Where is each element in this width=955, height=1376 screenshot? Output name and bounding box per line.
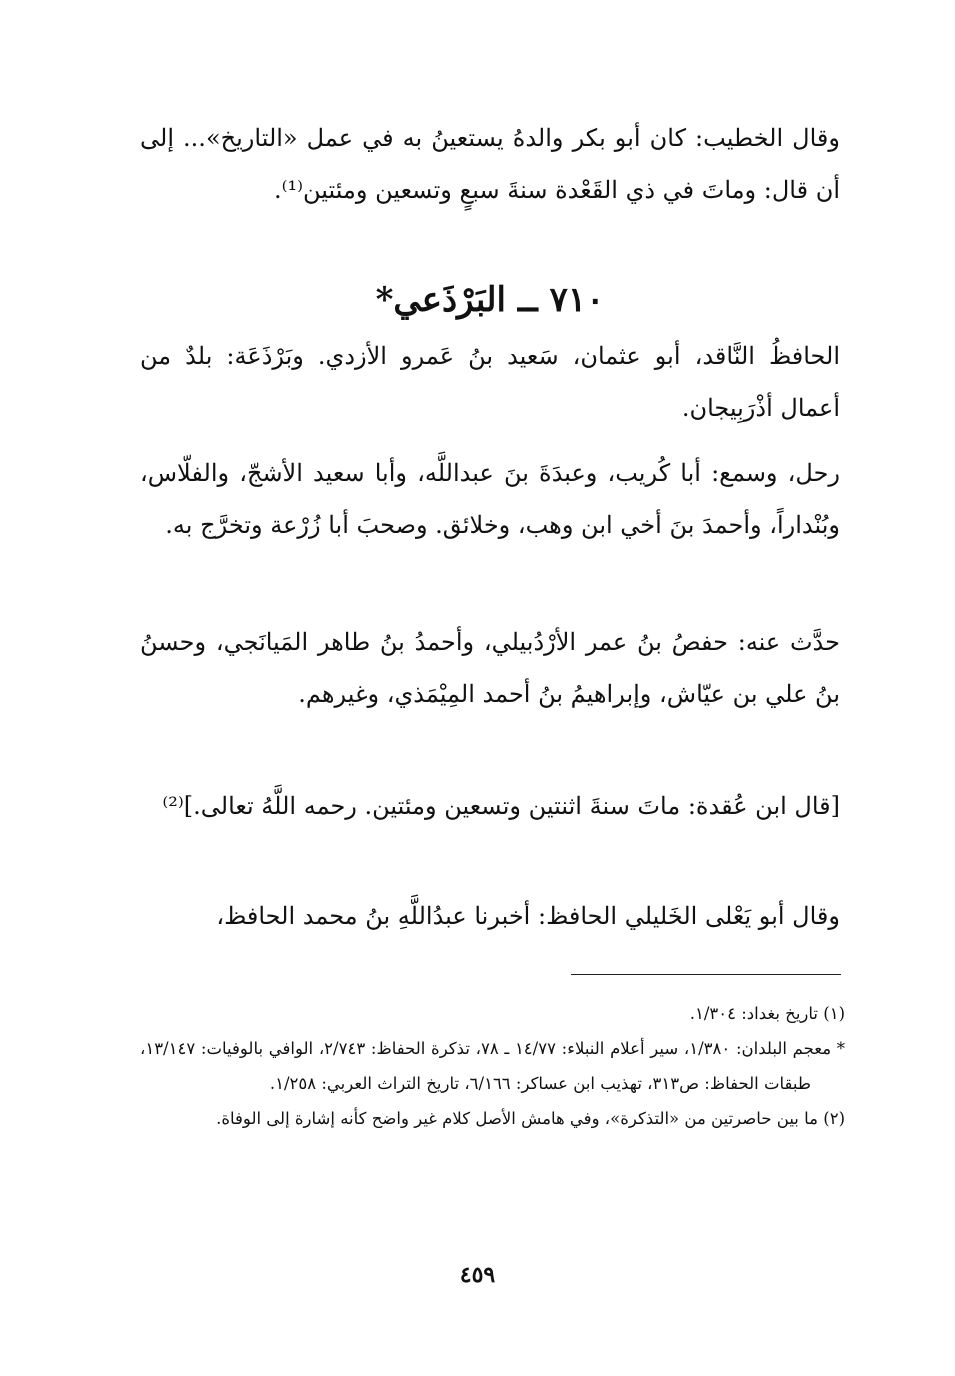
body-paragraph: [قال ابن عُقدة: ماتَ سنةَ اثنتين وتسعين ومئتين. رحمه اللَّهُ تعالى.]⁽²⁾ xyxy=(162,792,840,820)
footnotes xyxy=(140,996,845,1136)
top-paragraph: وقال الخطيب: كان أبو بكر والدهُ يستعينُ به في عمل «التاريخ»... إلى أن قال: وماتَ في ذي القَعْدة سنةَ سبعٍ وتسعين ومئتين⁽¹⁾. xyxy=(140,124,840,204)
page-number: ٤٥٩ xyxy=(459,1262,496,1288)
footnote-sources: * معجم البلدان: ١/٣٨٠، سير أعلام النبلاء: ١٤/٧٧ ـ ٧٨، تذكرة الحفاظ: ٢/٧٤٣، الوافي بالوفيات: ١٣/١٤٧، طبقات الحفاظ: ص٣١٣، تهذيب ابن عساكر: ٦/١٦٦، تاريخ التراث العربي: ١/٢٥٨. xyxy=(140,1039,846,1093)
body-paragraph-5-block xyxy=(140,890,840,942)
body-paragraph-3-block xyxy=(140,616,840,720)
body-paragraph: حدَّث عنه: حفصُ بنُ عمر الأرْدُبيلي، وأحمدُ بنُ طاهر المَيانَجي، وحسنُ بنُ علي بن عيّاش، وإبراهيمُ بنُ أحمد المِيْمَذي، وغيرهم. xyxy=(140,628,840,708)
body-paragraph: رحل، وسمع: أبا كُريب، وعبدَةَ بنَ عبداللَّه، وأبا سعيد الأشجّ، والفلّاس، وبُنْداراً، وأحمدَ بنَ أخي ابن وهب، وخلائق. وصحبَ أبا زُرْعة وتخرَّج به. xyxy=(140,459,840,539)
body-paragraph-1-block xyxy=(140,330,840,434)
entry-title: ٧١٠ ــ البَرْذَعي* xyxy=(375,280,605,320)
body-paragraph: وقال أبو يَعْلى الخَليلي الحافظ: أخبرنا عبدُاللَّهِ بنُ محمد الحافظ، xyxy=(216,902,840,930)
top-paragraph-block xyxy=(140,112,840,216)
footnote-2: (٢) ما بين حاصرتين من «التذكرة»، وفي هامش الأصل كلام غير واضح كأنه إشارة إلى الوفاة. xyxy=(216,1109,845,1128)
footnote-divider xyxy=(571,974,841,975)
footnote-1: (١) تاريخ بغداد: ١/٣٠٤. xyxy=(689,1004,845,1023)
body-paragraph-2-block xyxy=(140,447,840,551)
body-paragraph: الحافظُ النَّاقد، أبو عثمان، سَعيد بنُ عَمرو الأزدي. وبَرْذَعَة: بلدٌ من أعمال أذْرَبِيجان. xyxy=(140,342,840,422)
body-paragraph-4-block xyxy=(140,780,840,832)
